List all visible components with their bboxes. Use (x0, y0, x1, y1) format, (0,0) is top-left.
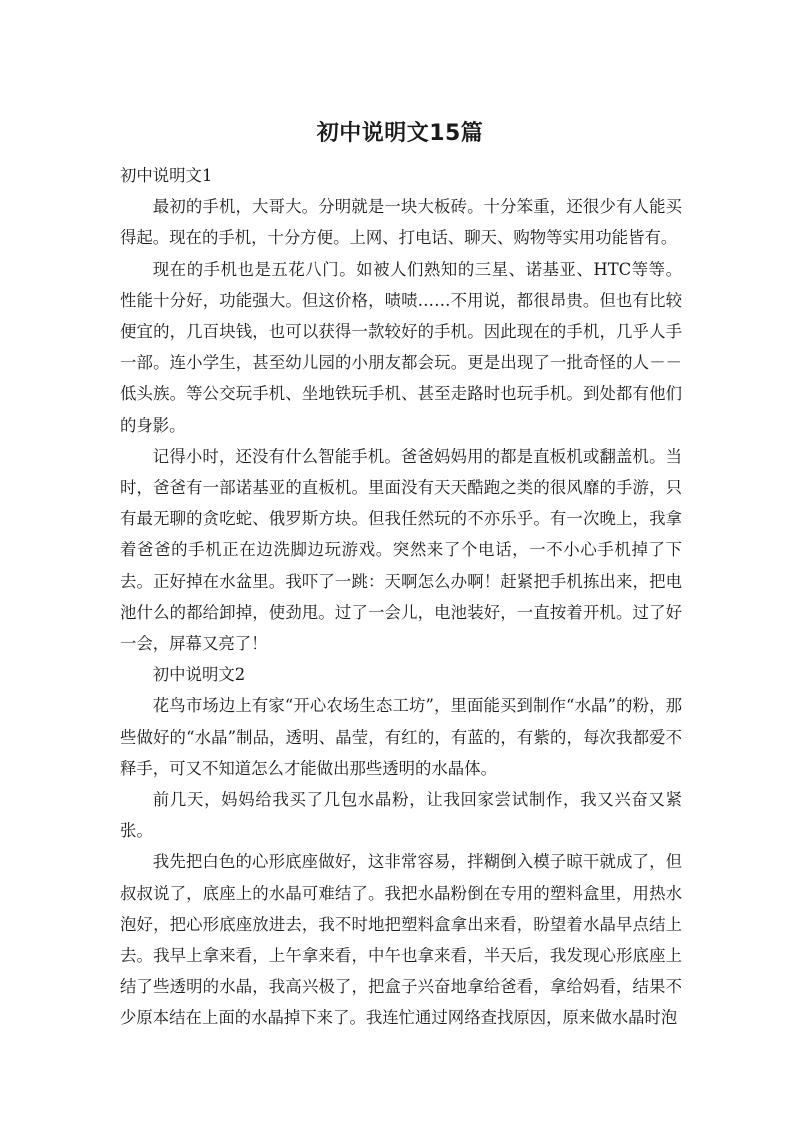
paragraph: 记得小时，还没有什么智能手机。爸爸妈妈用的都是直板机或翻盖机。当时，爸爸有一部诺基亚的直板机。里面没有天天酷跑之类的很风靡的手游，只有最无聊的贪吃蛇、俄罗斯方块。但我任然玩的不亦乐乎。有一次晚上，我拿着爸爸的手机正在边洗脚边玩游戏。突然来了个电话，一不小心手机掉了下去。正好掉在水盆里。我吓了一跳：天啊怎么办啊！赶紧把手机拣出来，把电池什么的都给卸掉，使劲甩。过了一会儿，电池装好，一直按着开机。过了好一会，屏幕又亮了！ (120, 446, 682, 654)
paragraph: 我先把白色的心形底座做好，这非常容易，拌糊倒入模子晾干就成了，但叔叔说了，底座上的水晶可难结了。我把水晶粉倒在专用的塑料盒里，用热水泡好，把心形底座放进去，我不时地把塑料盒拿出来看，盼望着水晶早点结上去。我早上拿来看，上午拿来看，中午也拿来看，半天后，我发现心形底座上结了些透明的水晶，我高兴极了，把盒子兴奋地拿给爸看，拿给妈看，结果不少原本结在上面的水晶掉下来了。我连忙通过网络查找原因，原来做水晶时泡 (120, 852, 682, 1028)
paragraph: 花鸟市场边上有家“开心农场生态工坊”，里面能买到制作“水晶”的粉，那些做好的“水晶”制品，透明、晶莹，有红的，有蓝的，有紫的，每次我都爱不释手，可又不知道怎么才能做出那些透明的水晶体。 (120, 696, 682, 778)
paragraph: 前几天，妈妈给我买了几包水晶粉，让我回家尝试制作，我又兴奋又紧张。 (120, 790, 682, 841)
section-heading-1: 初中说明文1 (120, 166, 213, 185)
document-body (120, 160, 682, 1034)
document-title: 初中说明文15篇 (316, 121, 484, 146)
paragraph: 最初的手机，大哥大。分明就是一块大板砖。十分笨重，还很少有人能买得起。现在的手机，十分方便。上网、打电话、聊天、购物等实用功能皆有。 (120, 197, 682, 248)
section-heading-2: 初中说明文2 (152, 665, 246, 685)
paragraph: 现在的手机也是五花八门。如被人们熟知的三星、诺基亚、HTC等等。性能十分好，功能强大。但这价格，啧啧……不用说，都很昂贵。但也有比较便宜的，几百块钱，也可以获得一款较好的手机。因此现在的手机，几乎人手一部。连小学生，甚至幼儿园的小朋友都会玩。更是出现了一批奇怪的人－－低头族。等公交玩手机、坐地铁玩手机、甚至走路时也玩手机。到处都有他们的身影。 (120, 259, 682, 435)
